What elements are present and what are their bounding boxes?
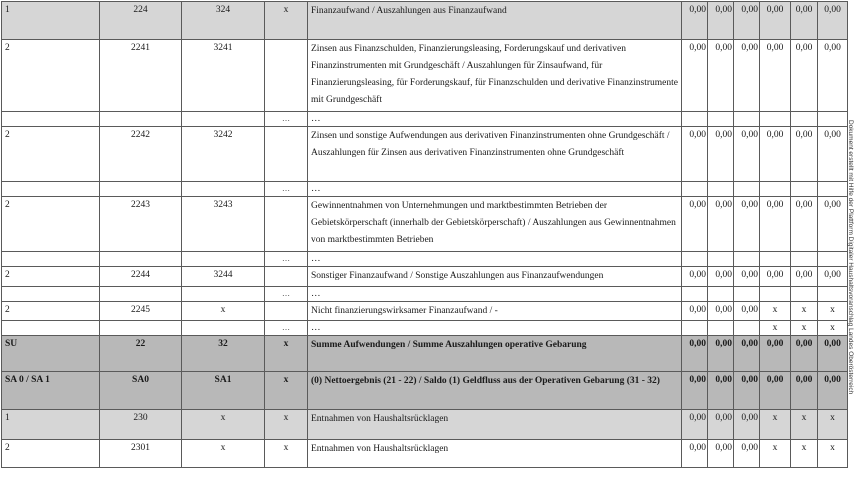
value-cell: 0,00: [818, 127, 848, 182]
value-cell: x: [791, 440, 818, 468]
value-cell: [734, 112, 760, 127]
value-cell: [760, 287, 791, 302]
value-cell: 0,00: [760, 127, 791, 182]
table-row: [2, 127, 848, 182]
level-cell: [2, 252, 100, 267]
value-cell: 0,00: [818, 267, 848, 287]
flag-cell: x: [265, 2, 308, 40]
description-cell: …: [308, 182, 682, 197]
value-cell: x: [760, 321, 791, 336]
flag-cell: …: [265, 182, 308, 197]
table-row: [2, 197, 848, 252]
value-cell: [734, 182, 760, 197]
value-cell: 0,00: [708, 267, 734, 287]
flag-cell: …: [265, 321, 308, 336]
level-cell: 1: [2, 410, 100, 440]
value-cell: x: [791, 321, 818, 336]
value-cell: 0,00: [734, 2, 760, 40]
value-cell: [708, 252, 734, 267]
code1-cell: [100, 252, 182, 267]
value-cell: 0,00: [708, 127, 734, 182]
level-cell: 2: [2, 40, 100, 112]
description-cell: Nicht finanzierungswirksamer Finanzaufwand / -: [308, 302, 682, 321]
code2-cell: 3241: [182, 40, 265, 112]
description-cell: (0) Nettoergebnis (21 - 22) / Saldo (1) Geldfluss aus der Operativen Gebarung (31 - 32): [308, 372, 682, 410]
value-cell: [682, 252, 708, 267]
table-row: [2, 2, 848, 40]
value-cell: 0,00: [734, 302, 760, 321]
code1-cell: 2242: [100, 127, 182, 182]
value-cell: 0,00: [708, 440, 734, 468]
value-cell: 0,00: [791, 336, 818, 372]
code1-cell: SA0: [100, 372, 182, 410]
value-cell: 0,00: [760, 2, 791, 40]
level-cell: SA 0 / SA 1: [2, 372, 100, 410]
value-cell: [682, 287, 708, 302]
code1-cell: 224: [100, 2, 182, 40]
code2-cell: [182, 252, 265, 267]
code2-cell: x: [182, 410, 265, 440]
value-cell: [791, 287, 818, 302]
value-cell: 0,00: [760, 267, 791, 287]
code2-cell: [182, 287, 265, 302]
level-cell: 2: [2, 267, 100, 287]
value-cell: 0,00: [682, 336, 708, 372]
value-cell: 0,00: [818, 2, 848, 40]
value-cell: [682, 112, 708, 127]
value-cell: 0,00: [791, 127, 818, 182]
level-cell: 2: [2, 440, 100, 468]
value-cell: 0,00: [791, 372, 818, 410]
value-cell: 0,00: [734, 127, 760, 182]
table-gap-row: [2, 182, 848, 197]
value-cell: 0,00: [682, 127, 708, 182]
table-gap-row: [2, 252, 848, 267]
table-row: [2, 302, 848, 321]
level-cell: 2: [2, 302, 100, 321]
value-cell: [791, 182, 818, 197]
value-cell: 0,00: [734, 40, 760, 112]
value-cell: 0,00: [708, 2, 734, 40]
table-gap-row: [2, 112, 848, 127]
code2-cell: x: [182, 440, 265, 468]
value-cell: 0,00: [791, 267, 818, 287]
value-cell: [734, 287, 760, 302]
description-cell: …: [308, 252, 682, 267]
value-cell: 0,00: [708, 302, 734, 321]
code1-cell: [100, 112, 182, 127]
value-cell: 0,00: [682, 40, 708, 112]
value-cell: 0,00: [734, 197, 760, 252]
flag-cell: x: [265, 410, 308, 440]
value-cell: x: [818, 410, 848, 440]
value-cell: 0,00: [760, 197, 791, 252]
table-gap-row: [2, 287, 848, 302]
value-cell: 0,00: [734, 440, 760, 468]
flag-cell: [265, 267, 308, 287]
flag-cell: [265, 127, 308, 182]
value-cell: 0,00: [682, 267, 708, 287]
table-row: [2, 410, 848, 440]
level-cell: 1: [2, 2, 100, 40]
code2-cell: [182, 112, 265, 127]
flag-cell: x: [265, 440, 308, 468]
value-cell: 0,00: [760, 372, 791, 410]
code1-cell: 2244: [100, 267, 182, 287]
code1-cell: 2241: [100, 40, 182, 112]
value-cell: [708, 321, 734, 336]
value-cell: 0,00: [682, 302, 708, 321]
description-cell: …: [308, 321, 682, 336]
value-cell: [760, 182, 791, 197]
financial-table: [1, 1, 848, 468]
value-cell: 0,00: [682, 440, 708, 468]
value-cell: 0,00: [734, 336, 760, 372]
value-cell: [734, 252, 760, 267]
value-cell: 0,00: [708, 410, 734, 440]
table-row: [2, 440, 848, 468]
value-cell: x: [818, 440, 848, 468]
description-cell: Zinsen und sonstige Aufwendungen aus derivativen Finanzinstrumenten ohne Grundgeschäft / Auszahlungen für Zinsen aus derivativen Finanzinstrumenten ohne Grundgeschäft: [308, 127, 682, 182]
value-cell: x: [791, 302, 818, 321]
value-cell: 0,00: [708, 197, 734, 252]
value-cell: [708, 182, 734, 197]
value-cell: 0,00: [734, 267, 760, 287]
code2-cell: [182, 182, 265, 197]
description-cell: Zinsen aus Finanzschulden, Finanzierungsleasing, Forderungskauf und derivativen Finanzinstrumenten mit Grundgeschäft / Auszahlungen für Zinsaufwand, für Finanzierungsleasing, für Forderungskauf, für Finanzschulden und derivative Finanzinstrumente mit Grundgeschäft: [308, 40, 682, 112]
value-cell: 0,00: [682, 372, 708, 410]
value-cell: 0,00: [818, 372, 848, 410]
table-row: [2, 267, 848, 287]
code2-cell: x: [182, 302, 265, 321]
code2-cell: SA1: [182, 372, 265, 410]
value-cell: x: [818, 302, 848, 321]
value-cell: x: [760, 302, 791, 321]
value-cell: 0,00: [708, 372, 734, 410]
flag-cell: x: [265, 372, 308, 410]
value-cell: [791, 252, 818, 267]
description-cell: Finanzaufwand / Auszahlungen aus Finanzaufwand: [308, 2, 682, 40]
value-cell: 0,00: [791, 197, 818, 252]
description-cell: …: [308, 287, 682, 302]
table-row: [2, 40, 848, 112]
code2-cell: 324: [182, 2, 265, 40]
code1-cell: 2243: [100, 197, 182, 252]
value-cell: 0,00: [708, 40, 734, 112]
value-cell: x: [760, 440, 791, 468]
code2-cell: 3243: [182, 197, 265, 252]
code1-cell: [100, 182, 182, 197]
flag-cell: [265, 40, 308, 112]
code1-cell: 2245: [100, 302, 182, 321]
code1-cell: [100, 321, 182, 336]
code2-cell: [182, 321, 265, 336]
value-cell: 0,00: [760, 336, 791, 372]
value-cell: [760, 112, 791, 127]
table-row: [2, 372, 848, 410]
value-cell: [734, 321, 760, 336]
value-cell: 0,00: [818, 197, 848, 252]
side-note: Dokument erstellt mit Hilfe der Plattform Digitaler Haushaltsvoranschlag Landes Oberösterreich: [847, 120, 854, 395]
level-cell: 2: [2, 127, 100, 182]
code1-cell: 22: [100, 336, 182, 372]
value-cell: [682, 182, 708, 197]
description-cell: Entnahmen von Haushaltsrücklagen: [308, 440, 682, 468]
value-cell: 0,00: [760, 40, 791, 112]
value-cell: 0,00: [734, 410, 760, 440]
description-cell: Summe Aufwendungen / Summe Auszahlungen operative Gebarung: [308, 336, 682, 372]
value-cell: x: [760, 410, 791, 440]
flag-cell: …: [265, 287, 308, 302]
value-cell: 0,00: [682, 197, 708, 252]
value-cell: [760, 252, 791, 267]
level-cell: [2, 112, 100, 127]
value-cell: [708, 287, 734, 302]
code2-cell: 3244: [182, 267, 265, 287]
flag-cell: [265, 197, 308, 252]
table-body: [2, 2, 848, 468]
value-cell: 0,00: [791, 40, 818, 112]
value-cell: 0,00: [682, 2, 708, 40]
code1-cell: 2301: [100, 440, 182, 468]
table-row: [2, 336, 848, 372]
level-cell: [2, 321, 100, 336]
description-cell: Sonstiger Finanzaufwand / Sonstige Auszahlungen aus Finanzaufwendungen: [308, 267, 682, 287]
flag-cell: …: [265, 112, 308, 127]
flag-cell: …: [265, 252, 308, 267]
code1-cell: [100, 287, 182, 302]
value-cell: 0,00: [708, 336, 734, 372]
level-cell: SU: [2, 336, 100, 372]
value-cell: [708, 112, 734, 127]
value-cell: 0,00: [818, 336, 848, 372]
value-cell: 0,00: [791, 2, 818, 40]
code2-cell: 3242: [182, 127, 265, 182]
value-cell: [682, 321, 708, 336]
level-cell: [2, 287, 100, 302]
description-cell: Entnahmen von Haushaltsrücklagen: [308, 410, 682, 440]
value-cell: 0,00: [734, 372, 760, 410]
flag-cell: x: [265, 336, 308, 372]
value-cell: x: [791, 410, 818, 440]
value-cell: x: [818, 321, 848, 336]
value-cell: 0,00: [682, 410, 708, 440]
table-gap-row: [2, 321, 848, 336]
description-cell: …: [308, 112, 682, 127]
flag-cell: [265, 302, 308, 321]
level-cell: [2, 182, 100, 197]
description-cell: Gewinnentnahmen von Unternehmungen und marktbestimmten Betrieben der Gebietskörperschaft (innerhalb der Gebietskörperschaft) / Auszahlungen aus Gewinnentnahmen von marktbestimmten Betrieben: [308, 197, 682, 252]
code2-cell: 32: [182, 336, 265, 372]
code1-cell: 230: [100, 410, 182, 440]
level-cell: 2: [2, 197, 100, 252]
value-cell: [791, 112, 818, 127]
value-cell: 0,00: [818, 40, 848, 112]
